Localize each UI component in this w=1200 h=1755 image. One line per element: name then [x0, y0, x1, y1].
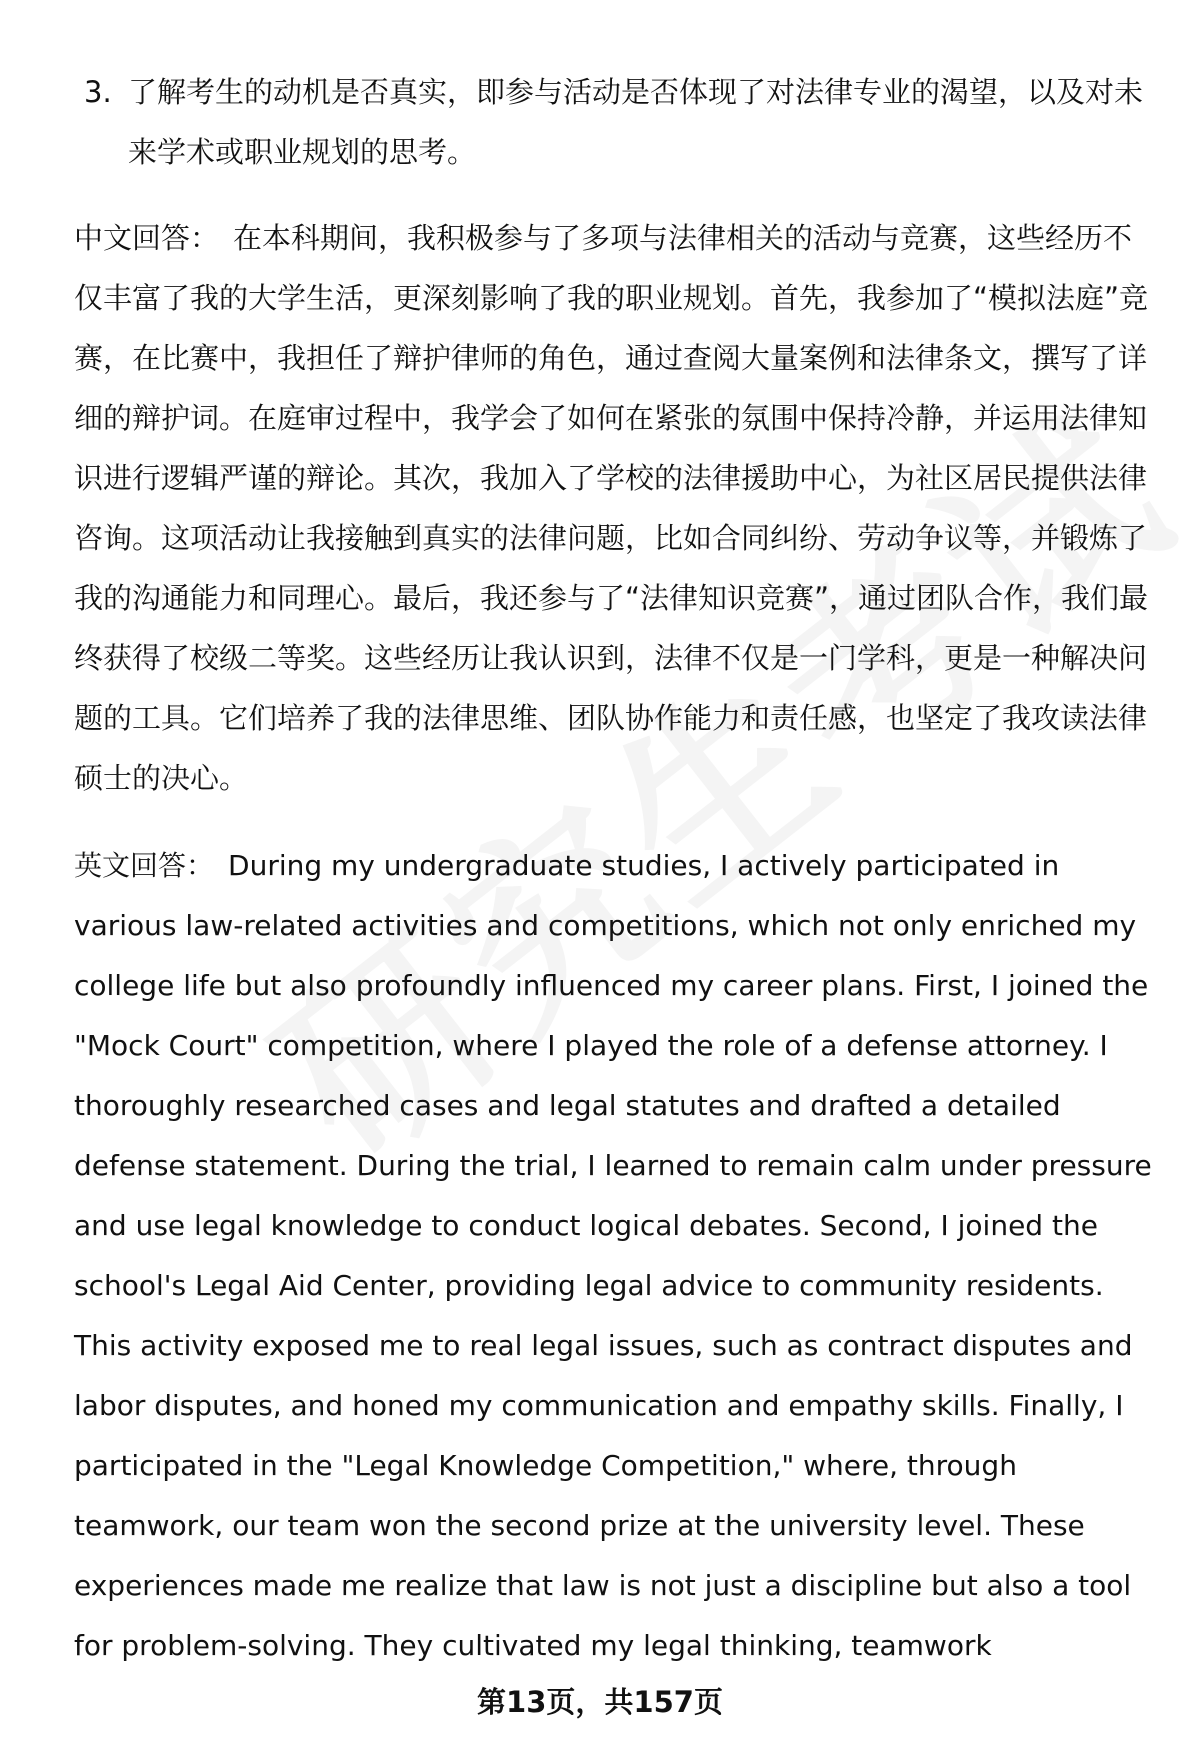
list-item-number: 3. — [84, 75, 112, 109]
list-item-3 — [84, 62, 1148, 182]
list-item-text: 了解考生的动机是否真实，即参与活动是否体现了对法律专业的渴望，以及对未来学术或职业规划的思考。 — [128, 75, 1144, 169]
chinese-answer-label: 中文回答： — [74, 221, 220, 255]
chinese-answer-paragraph — [74, 208, 1154, 808]
page-footer: 第13页，共157页 — [477, 1685, 723, 1719]
chinese-answer-text: 在本科期间，我积极参与了多项与法律相关的活动与竞赛，这些经历不仅丰富了我的大学生活，更深刻影响了我的职业规划。首先，我参加了“模拟法庭”竞赛，在比赛中，我担任了辩护律师的角色，通过查阅大量案例和法律条文，撰写了详细的辩护词。在庭审过程中，我学会了如何在紧张的氛围中保持冷静，并运用法律知识进行逻辑严谨的辩论。其次，我加入了学校的法律援助中心，为社区居民提供法律咨询。这项活动让我接触到真实的法律问题，比如合同纠纷、劳动争议等，并锻炼了我的沟通能力和同理心。最后，我还参与了“法律知识竞赛”，通过团队合作，我们最终获得了校级二等奖。这些经历让我认识到，法律不仅是一门学科，更是一种解决问题的工具。它们培养了我的法律思维、团队协作能力和责任感，也坚定了我攻读法律硕士的决心。 — [74, 221, 1149, 795]
english-answer-label: 英文回答： — [74, 849, 215, 882]
english-answer-text: During my undergraduate studies, I actively participated in various law-related activities and competitions, which not only enriched my college life but also profoundly influenced my career plans. First, I joined the "Mock Court" competition, where I played the role of a defense attorney. I thoroughly researched cases and legal statutes and drafted a detailed defense statement. During the trial, I learned to remain calm under pressure and use legal knowledge to conduct logical debates. Second, I joined the school's Legal Aid Center, providing legal advice to community residents. This activity exposed me to real legal issues, such as contract disputes and labor disputes, and honed my communication and empathy skills. Finally, I participated in the "Legal Knowledge Competition," where, through teamwork, our team won the second prize at the university level. These experiences made me realize that law is not just a discipline but also a tool for problem-solving. They cultivated my legal thinking, teamwork — [74, 849, 1152, 1662]
english-answer-paragraph — [74, 836, 1154, 1676]
